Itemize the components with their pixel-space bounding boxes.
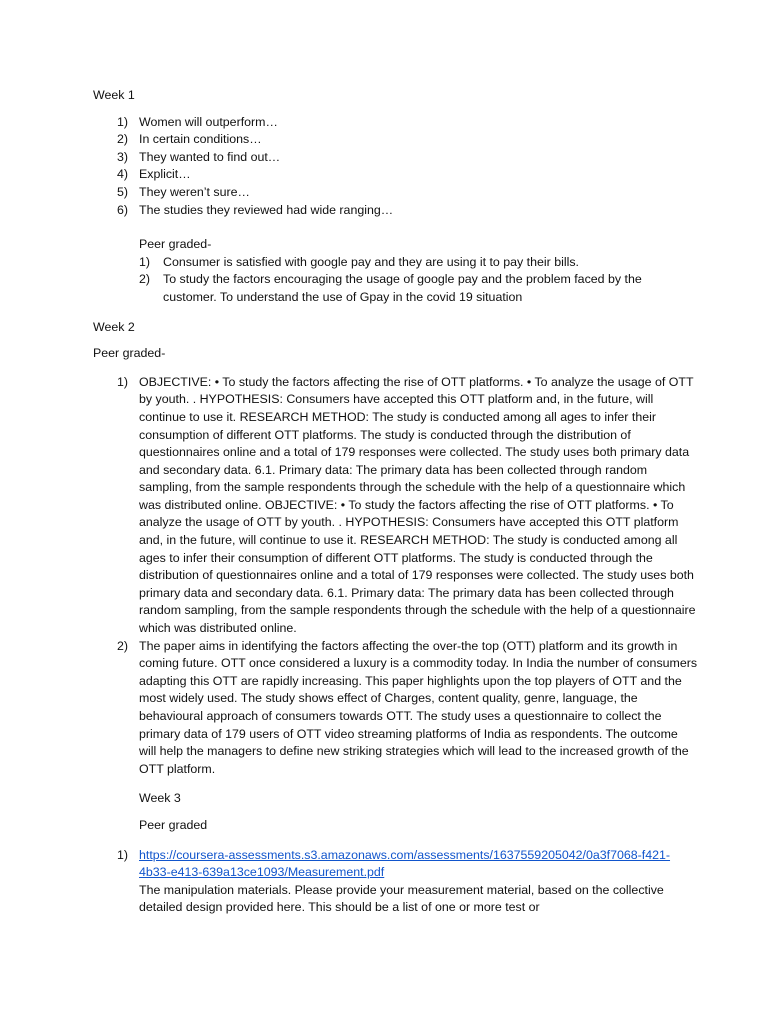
list-item-text: They weren’t sure…	[139, 184, 250, 199]
list-item	[93, 114, 698, 132]
list-item	[93, 202, 698, 220]
list-item-text: The paper aims in identifying the factors affecting the over-the top (OTT) platform and its growth in coming future. OTT once considered a luxury is a commodity today. In India the number of consumers adapting this OTT are rapidly increasing. This paper highlights upon the top players of OTT and the most widely used. The study shows effect of Charges, content quality, genre, language, the behavioural approach of consumers towards OTT. The study uses a questionnaire to collect the primary data of 179 users of OTT video streaming platforms of India as respondents. The outcome will help the managers to define new striking strategies which will lead to the increased growth of the OTT platform.	[139, 638, 698, 776]
week-2-peer-graded-label: Peer graded-	[93, 346, 166, 361]
list-item-text: The studies they reviewed had wide ranging…	[139, 202, 394, 217]
list-number: 2)	[139, 272, 151, 287]
week-3-list	[93, 847, 698, 917]
week-3-heading: Week 3	[139, 791, 181, 806]
list-number: 5)	[117, 184, 129, 199]
week-3-peer-graded-label: Peer graded	[139, 817, 208, 832]
week-2-list	[93, 374, 698, 779]
week-1-list	[93, 114, 698, 220]
list-number: 6)	[117, 202, 129, 217]
list-item-text: In certain conditions…	[139, 132, 262, 147]
list-item	[93, 184, 698, 202]
list-item-text: OBJECTIVE: • To study the factors affecting the rise of OTT platforms. • To analyze the usage of OTT by youth. . HYPOTHESIS: Consumers have accepted this OTT platform and, in the future, will continue to use it. RESEARCH METHOD: The study is conducted among all ages to infer their consumption of different OTT platforms. The study is conducted through the distribution of questionnaires online and a total of 179 responses were collected. The study uses both primary data and secondary data. 6.1. Primary data: The primary data has been collected through random sampling, from the sample respondents through the schedule with the help of a questionnaire which was distributed online. OBJECTIVE: • To study the factors affecting the rise of OTT platforms. • To analyze the usage of OTT by youth. . HYPOTHESIS: Consumers have accepted this OTT platform and, in the future, will continue to use it. RESEARCH METHOD: The study is conducted among all ages to infer their consumption of different OTT platforms. The study is conducted through the distribution of questionnaires online and a total of 179 responses were collected. The study uses both primary data and secondary data. 6.1. Primary data: The primary data has been collected through random sampling, from the sample respondents through the schedule with the help of a questionnaire which was distributed online.	[139, 374, 696, 636]
list-number: 1)	[117, 114, 129, 129]
list-item	[93, 638, 698, 779]
week-1-heading: Week 1	[93, 88, 135, 102]
list-item-text: Explicit…	[139, 167, 191, 182]
list-item	[93, 847, 698, 917]
list-item	[93, 149, 698, 167]
list-item	[93, 254, 698, 272]
list-number: 1)	[117, 374, 129, 389]
list-number: 4)	[117, 167, 129, 182]
list-number: 1)	[117, 847, 129, 862]
list-item	[93, 166, 698, 184]
list-item-text: Women will outperform…	[139, 114, 278, 129]
list-number: 2)	[117, 132, 129, 147]
list-number: 2)	[117, 638, 129, 653]
list-number: 3)	[117, 149, 129, 164]
list-item	[93, 131, 698, 149]
week-1-peer-graded-label: Peer graded-	[139, 237, 212, 252]
list-item-text: Consumer is satisfied with google pay and they are using it to pay their bills.	[163, 254, 579, 269]
measurement-pdf-link[interactable]: https://coursera-assessments.s3.amazonaws.com/assessments/1637559205042/0a3f7068-f421-4b33-e413-639a13ce1093/Measurement.pdf	[139, 847, 671, 880]
list-number: 1)	[139, 254, 151, 269]
list-item	[93, 374, 698, 638]
week-2-heading: Week 2	[93, 319, 135, 334]
list-item	[93, 271, 698, 306]
list-item-text: To study the factors encouraging the usage of google pay and the problem faced by the customer. To understand the use of Gpay in the covid 19 situation	[163, 272, 642, 304]
list-item-text: The manipulation materials. Please provide your measurement material, based on the collective detailed design provided here. This should be a list of one or more test or	[139, 882, 664, 915]
week-1-peer-list	[93, 254, 698, 307]
list-item-text: They wanted to find out…	[139, 149, 281, 164]
